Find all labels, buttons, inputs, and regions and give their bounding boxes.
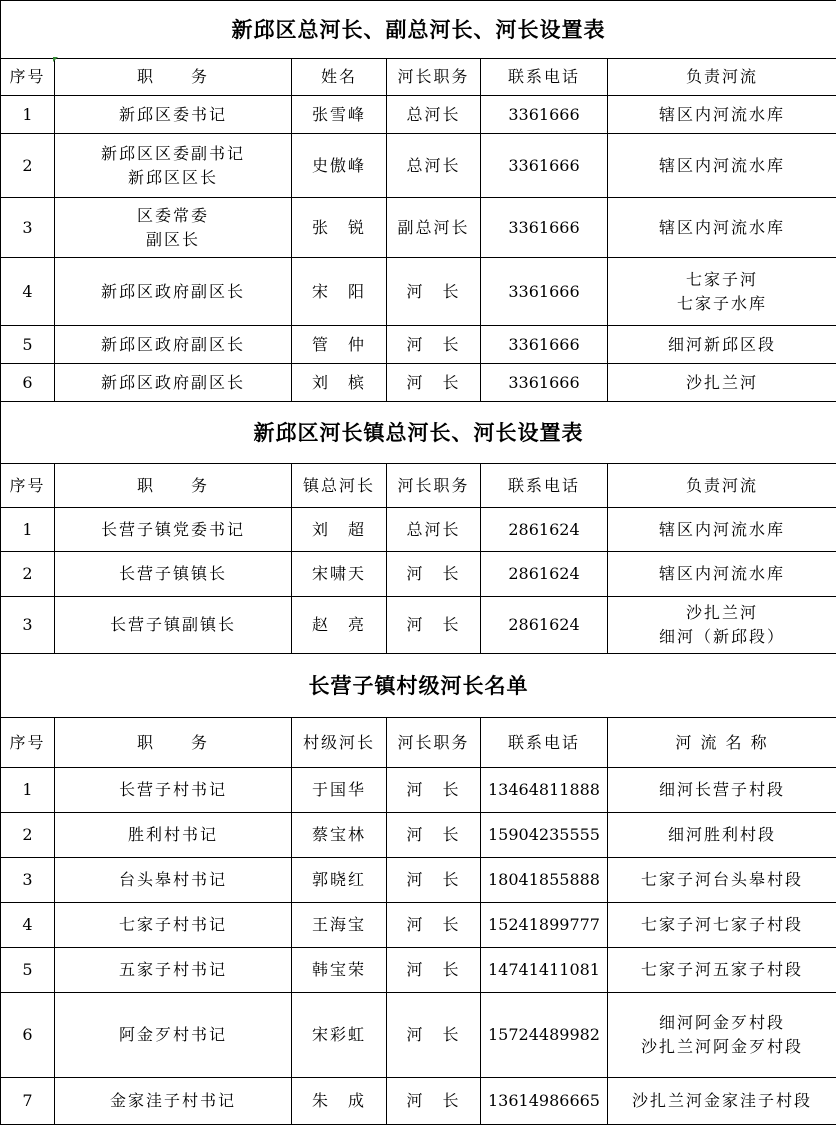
cell-marker: [53, 57, 58, 62]
position-cell: [55, 96, 292, 134]
position-cell-line: 副区长: [145, 229, 200, 249]
role-cell: 河 长: [387, 597, 481, 654]
position-cell-line: 新邱区区长: [127, 167, 218, 187]
river-cell: [608, 948, 836, 993]
position-cell-line: 新邱区政府副区长: [100, 372, 245, 392]
river-cell: [608, 858, 836, 903]
position-cell-line: 长营子镇党委书记: [100, 519, 245, 539]
role-cell: 河 长: [387, 993, 481, 1078]
col-header-name: 村级河长: [292, 718, 387, 768]
village-river-chief-table: [0, 653, 836, 1125]
river-cell: [608, 508, 836, 552]
row-number: 7: [1, 1078, 55, 1125]
role-cell: 河 长: [387, 364, 481, 402]
position-cell: [55, 364, 292, 402]
role-cell: 河 长: [387, 1078, 481, 1125]
river-cell: [608, 1078, 836, 1125]
position-cell-line: 新邱区区委副书记: [100, 143, 245, 163]
river-cell-line: 沙扎兰河: [686, 603, 759, 622]
col-header-no: 序号: [1, 464, 55, 508]
table-row: [1, 597, 836, 654]
name-cell: 刘 槟: [292, 364, 387, 402]
position-cell-line: 长营子镇副镇长: [109, 615, 236, 634]
table-row: [1, 326, 836, 364]
position-cell-line: 区委常委: [136, 205, 209, 225]
river-cell: [608, 134, 836, 198]
col-header-phone: 联系电话: [481, 59, 608, 96]
col-header-river: 负责河流: [608, 59, 836, 96]
phone-cell: 15904235555: [481, 813, 608, 858]
row-number: 4: [1, 903, 55, 948]
position-cell-line: 五家子村书记: [118, 960, 227, 979]
river-cell-line: 沙扎兰河金家洼子村段: [632, 1091, 813, 1110]
position-cell: [55, 198, 292, 258]
row-number: 3: [1, 198, 55, 258]
position-cell: [55, 1078, 292, 1125]
row-number: 2: [1, 552, 55, 597]
river-cell-line: 细河胜利村段: [668, 825, 777, 844]
river-cell: [608, 768, 836, 813]
row-number: 6: [1, 993, 55, 1078]
river-cell: [608, 326, 836, 364]
position-cell: [55, 326, 292, 364]
col-header-phone: 联系电话: [481, 718, 608, 768]
river-cell: [608, 903, 836, 948]
table-row: [1, 134, 836, 198]
role-cell: 河 长: [387, 858, 481, 903]
col-header-role: 河长职务: [387, 464, 481, 508]
river-cell: [608, 198, 836, 258]
phone-cell: 15724489982: [481, 993, 608, 1078]
position-cell: [55, 903, 292, 948]
position-cell-line: 七家子村书记: [118, 915, 227, 934]
name-cell: 宋彩虹: [292, 993, 387, 1078]
row-number: 1: [1, 96, 55, 134]
name-cell: 郭晓红: [292, 858, 387, 903]
river-cell-line: 沙扎兰河阿金歹村段: [641, 1037, 804, 1056]
name-cell: 韩宝荣: [292, 948, 387, 993]
river-cell: [608, 552, 836, 597]
table-row: [1, 96, 836, 134]
river-cell-line: 七家子水库: [676, 293, 767, 313]
position-cell: [55, 948, 292, 993]
table-title: 新邱区河长镇总河长、河长设置表: [1, 402, 836, 464]
river-cell: [608, 258, 836, 326]
phone-cell: 13614986665: [481, 1078, 608, 1125]
row-number: 3: [1, 597, 55, 654]
name-cell: 张雪峰: [292, 96, 387, 134]
river-cell: [608, 96, 836, 134]
river-cell-line: 辖区内河流水库: [658, 217, 785, 237]
table-row: [1, 258, 836, 326]
position-cell-line: 新邱区政府副区长: [100, 281, 245, 301]
col-header-name: 姓名: [292, 59, 387, 96]
river-cell-line: 细河阿金歹村段: [659, 1013, 786, 1032]
col-header-river: 河 流 名 称: [608, 718, 836, 768]
phone-cell: 3361666: [481, 134, 608, 198]
name-cell: 王海宝: [292, 903, 387, 948]
county-river-chief-table: [0, 0, 836, 402]
river-cell-line: 七家子河: [685, 269, 758, 289]
river-cell: [608, 597, 836, 654]
river-cell-line: 细河长营子村段: [659, 780, 786, 799]
col-header-phone: 联系电话: [481, 464, 608, 508]
row-number: 5: [1, 326, 55, 364]
river-cell-line: 辖区内河流水库: [658, 155, 785, 175]
name-cell: 于国华: [292, 768, 387, 813]
table-title: 新邱区总河长、副总河长、河长设置表: [1, 1, 836, 59]
name-cell: 宋 阳: [292, 258, 387, 326]
col-header-position: 职 务: [55, 718, 292, 768]
role-cell: 河 长: [387, 903, 481, 948]
position-cell-line: 长营子村书记: [118, 780, 227, 799]
phone-cell: 3361666: [481, 258, 608, 326]
river-cell: [608, 993, 836, 1078]
phone-cell: 3361666: [481, 198, 608, 258]
phone-cell: 18041855888: [481, 858, 608, 903]
position-cell: [55, 993, 292, 1078]
river-cell-line: 七家子河五家子村段: [641, 960, 804, 979]
name-cell: 宋啸天: [292, 552, 387, 597]
col-header-role: 河长职务: [387, 718, 481, 768]
position-cell-line: 新邱区委书记: [118, 104, 227, 124]
river-cell: [608, 364, 836, 402]
table-row: [1, 813, 836, 858]
row-number: 2: [1, 813, 55, 858]
role-cell: 河 长: [387, 326, 481, 364]
row-number: 3: [1, 858, 55, 903]
position-cell: [55, 813, 292, 858]
position-cell: [55, 134, 292, 198]
role-cell: 河 长: [387, 768, 481, 813]
river-cell-line: 辖区内河流水库: [659, 519, 786, 539]
role-cell: 总河长: [387, 96, 481, 134]
table-row: [1, 552, 836, 597]
table-row: [1, 1078, 836, 1125]
position-cell: [55, 552, 292, 597]
position-cell: [55, 768, 292, 813]
river-cell-line: 七家子河台头皋村段: [641, 870, 804, 889]
table-title: 长营子镇村级河长名单: [1, 654, 836, 718]
table-row: [1, 198, 836, 258]
river-cell-line: 辖区内河流水库: [658, 104, 785, 124]
row-number: 4: [1, 258, 55, 326]
phone-cell: 3361666: [481, 326, 608, 364]
role-cell: 总河长: [387, 134, 481, 198]
position-cell-line: 胜利村书记: [127, 825, 218, 844]
row-number: 2: [1, 134, 55, 198]
phone-cell: 3361666: [481, 364, 608, 402]
town-river-chief-table: [0, 401, 836, 654]
name-cell: 史傲峰: [292, 134, 387, 198]
name-cell: 朱 成: [292, 1078, 387, 1125]
position-cell: [55, 858, 292, 903]
table-row: [1, 508, 836, 552]
phone-cell: 3361666: [481, 96, 608, 134]
position-cell-line: 台头皋村书记: [118, 870, 227, 889]
name-cell: 赵 亮: [292, 597, 387, 654]
phone-cell: 2861624: [481, 552, 608, 597]
river-cell-line: 七家子河七家子村段: [641, 915, 804, 934]
phone-cell: 14741411081: [481, 948, 608, 993]
row-number: 1: [1, 768, 55, 813]
name-cell: 张 锐: [292, 198, 387, 258]
phone-cell: 13464811888: [481, 768, 608, 813]
phone-cell: 15241899777: [481, 903, 608, 948]
table-row: [1, 858, 836, 903]
row-number: 6: [1, 364, 55, 402]
role-cell: 河 长: [387, 258, 481, 326]
position-cell-line: 阿金歹村书记: [118, 1025, 227, 1044]
col-header-no: 序号: [1, 59, 55, 96]
river-cell-line: 细河（新邱段）: [659, 627, 786, 646]
position-cell: [55, 258, 292, 326]
position-cell-line: 金家洼子村书记: [109, 1091, 236, 1110]
col-header-role: 河长职务: [387, 59, 481, 96]
phone-cell: 2861624: [481, 508, 608, 552]
table-row: [1, 768, 836, 813]
phone-cell: 2861624: [481, 597, 608, 654]
position-cell-line: 长营子镇镇长: [118, 564, 227, 583]
table-row: [1, 364, 836, 402]
name-cell: 蔡宝林: [292, 813, 387, 858]
role-cell: 副总河长: [387, 198, 481, 258]
role-cell: 总河长: [387, 508, 481, 552]
table-row: [1, 948, 836, 993]
river-cell-line: 细河新邱区段: [667, 334, 776, 354]
name-cell: 管 仲: [292, 326, 387, 364]
row-number: 1: [1, 508, 55, 552]
table-row: [1, 903, 836, 948]
col-header-position: 职 务: [55, 464, 292, 508]
river-cell: [608, 813, 836, 858]
row-number: 5: [1, 948, 55, 993]
col-header-position: 职 务: [55, 59, 292, 96]
name-cell: 刘 超: [292, 508, 387, 552]
col-header-no: 序号: [1, 718, 55, 768]
position-cell-line: 新邱区政府副区长: [100, 334, 245, 354]
position-cell: [55, 508, 292, 552]
position-cell: [55, 597, 292, 654]
role-cell: 河 长: [387, 948, 481, 993]
table-row: [1, 993, 836, 1078]
river-cell-line: 辖区内河流水库: [659, 564, 786, 583]
col-header-name: 镇总河长: [292, 464, 387, 508]
col-header-river: 负责河流: [608, 464, 836, 508]
role-cell: 河 长: [387, 552, 481, 597]
role-cell: 河 长: [387, 813, 481, 858]
river-cell-line: 沙扎兰河: [685, 372, 758, 392]
